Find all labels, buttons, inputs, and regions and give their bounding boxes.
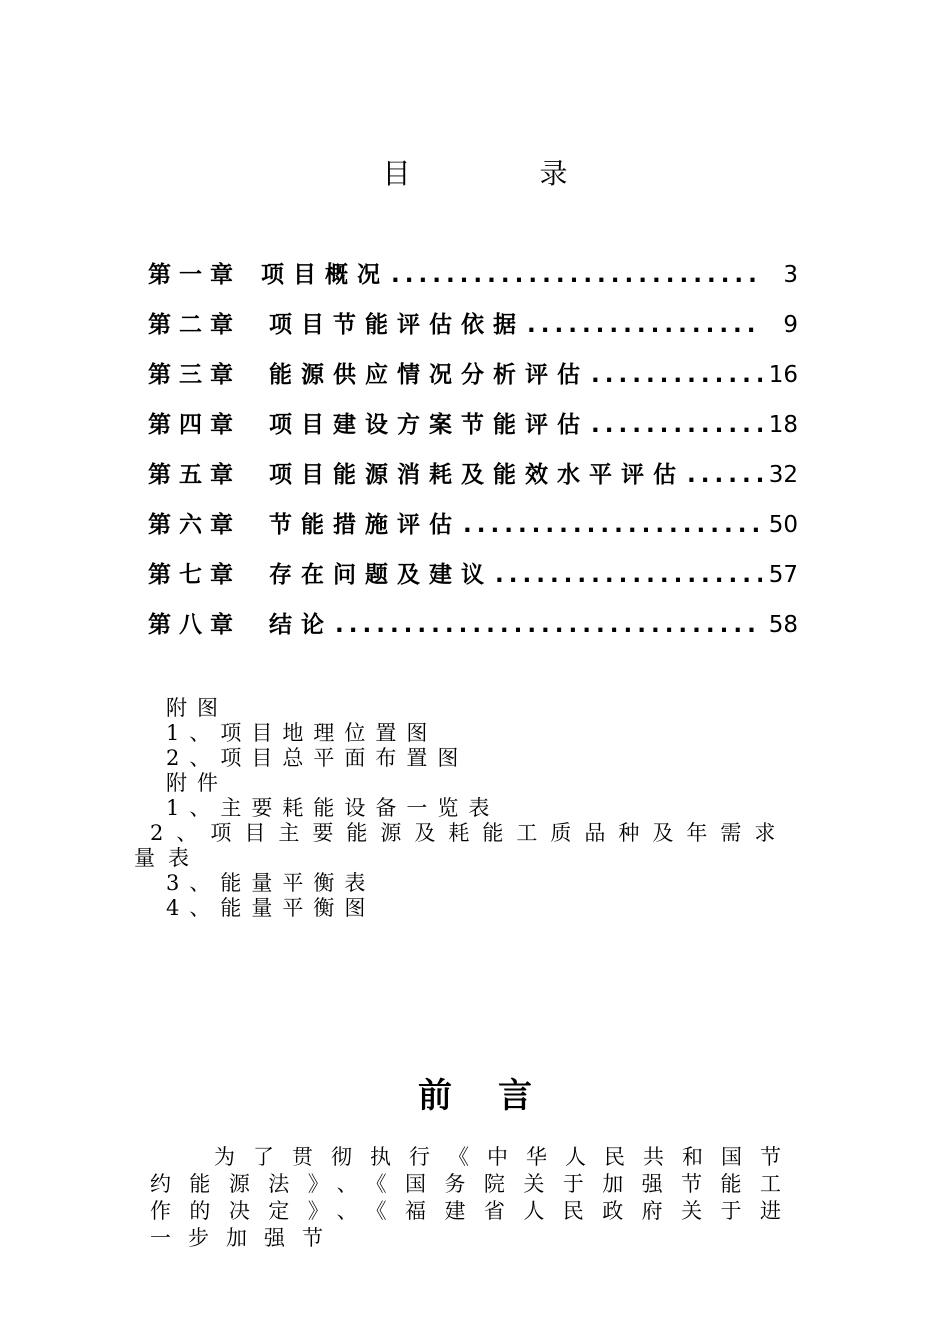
preface-paragraph: 为了贯彻执行《中华人民共和国节约能源法》、《国务院关于加强节能工作的决定》、《福建省人民政府关于进一步加强节 [150, 1145, 798, 1250]
figures-heading: 附图 [166, 696, 228, 720]
toc-chapter-title: 节能措施评估 [269, 512, 461, 538]
toc-leader-dots [333, 600, 762, 650]
toc-page-number: 50 [768, 512, 798, 538]
toc-entry[interactable] [148, 400, 798, 450]
toc-leader-dots [589, 350, 762, 400]
toc-title: 目 录 [382, 157, 628, 190]
toc-chapter-title: 项目节能评估依据 [269, 312, 525, 338]
toc-entry[interactable] [148, 550, 798, 600]
attachment-item: 4、能量平衡图 [166, 896, 376, 920]
toc-page-number: 16 [768, 362, 798, 388]
toc-chapter-title: 能源供应情况分析评估 [269, 362, 589, 388]
toc-entry[interactable] [148, 350, 798, 400]
toc-chapter: 第八章 [148, 612, 241, 638]
attachments-heading: 附件 [166, 771, 228, 795]
attachment-item: 1、主要耗能设备一览表 [166, 796, 500, 820]
toc-chapter-title: 项目概况 [261, 262, 389, 288]
toc-chapter: 第二章 [148, 312, 241, 338]
toc-chapter: 第七章 [148, 562, 241, 588]
figure-item: 1、项目地理位置图 [166, 721, 438, 745]
toc-chapter-title: 结论 [269, 612, 333, 638]
figure-item: 2、项目总平面布置图 [166, 746, 469, 770]
toc-page-number: 18 [768, 412, 798, 438]
toc-chapter: 第一章 [148, 262, 241, 288]
toc-page-number: 9 [783, 312, 798, 338]
attachment-item: 2、项目主要能源及耗能工质品种及年需求量表 [134, 821, 789, 870]
toc-entry[interactable] [148, 250, 798, 300]
toc-entry[interactable] [148, 500, 798, 550]
toc-leader-dots [685, 450, 762, 500]
toc-entry[interactable] [148, 450, 798, 500]
toc-list [148, 250, 798, 650]
toc-chapter: 第三章 [148, 362, 241, 388]
toc-page-number: 3 [783, 262, 798, 288]
preface-title: 前言 [418, 1076, 578, 1116]
toc-page-number: 32 [768, 462, 798, 488]
toc-chapter: 第五章 [148, 462, 241, 488]
toc-chapter-title: 项目能源消耗及能效水平评估 [269, 462, 685, 488]
toc-leader-dots [461, 500, 762, 550]
toc-chapter: 第四章 [148, 412, 241, 438]
appendix-list [134, 696, 800, 921]
toc-chapter: 第六章 [148, 512, 241, 538]
toc-chapter-title: 项目建设方案节能评估 [269, 412, 589, 438]
toc-leader-dots [589, 400, 762, 450]
attachment-item: 3、能量平衡表 [166, 871, 376, 895]
toc-chapter-title: 存在问题及建议 [269, 562, 493, 588]
toc-page-number: 57 [768, 562, 798, 588]
toc-leader-dots [389, 250, 762, 300]
toc-entry[interactable] [148, 600, 798, 650]
toc-page-number: 58 [768, 612, 798, 638]
toc-leader-dots [525, 300, 762, 350]
toc-entry[interactable] [148, 300, 798, 350]
toc-leader-dots [493, 550, 762, 600]
